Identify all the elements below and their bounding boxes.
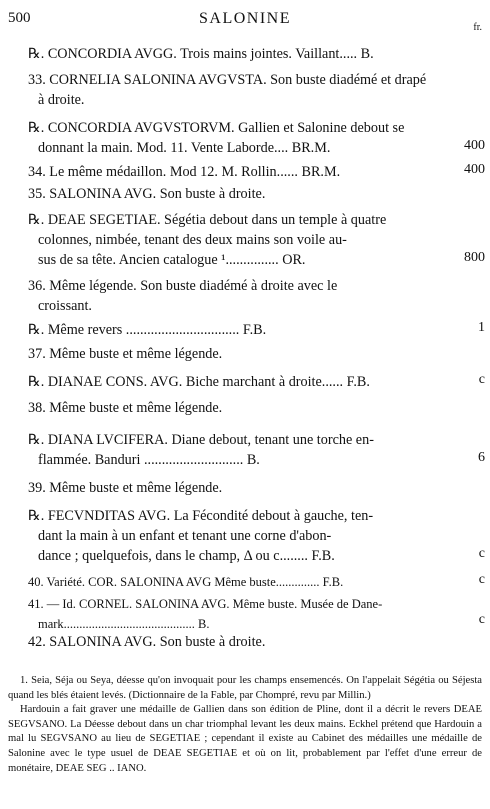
page-title: SALONINE bbox=[199, 10, 291, 27]
price: 800 bbox=[464, 250, 485, 265]
entry: 33. CORNELIA SALONINA AVGVSTA. Son buste diadémé et drapé à droite. bbox=[28, 72, 427, 108]
footnote: Hardouin a fait graver une médaille de Gallien dans son édition de Pline, dont il a décrit le revers DEAE SEGVSANO. La Déesse debout dans un char triomphal levant les deux mains. Eckhel prétend que Hardouin a mal lu SEGVSANO au lieu de SEGETIAE ; cependant il existe au Cabinet des médailles une médaille de Salonine avec le type usuel de DEAE SEGETIAE et où on lit, probablement par l'effet d'une erreur de monétaire, DEAE SEG .. IANO. bbox=[8, 704, 482, 774]
page-number: 500 bbox=[8, 10, 31, 26]
entry: ℞. CONCORDIA AVGG. Trois mains jointes. Vaillant..... B. bbox=[28, 46, 374, 62]
entry: 36. Même légende. Son buste diadémé à droite avec le croissant. bbox=[28, 278, 338, 314]
entry: ℞. DIANA LVCIFERA. Diane debout, tenant une torche en- flammée. Banduri ............................ B. bbox=[28, 432, 374, 468]
price: 400 bbox=[464, 162, 485, 177]
price: 1 bbox=[478, 320, 485, 335]
entry: ℞. CONCORDIA AVGVSTORVM. Gallien et Salonine debout se donnant la main. Mod. 11. Vente Laborde.... BR.M. bbox=[28, 120, 405, 156]
footnote: 1. Seia, Séja ou Seya, déesse qu'on invoquait pour les champs ensemencés. On l'appelait Ségétia ou Séjesta quand les blés étaient levés. (Dictionnaire de la Fable, par Chompré, revu par Millin.) bbox=[8, 675, 482, 701]
price: c bbox=[478, 572, 485, 587]
price: c bbox=[478, 372, 485, 387]
price: 400 bbox=[464, 138, 485, 153]
price: c bbox=[478, 546, 485, 561]
column-unit-label: fr. bbox=[473, 22, 482, 33]
entry: 39. Même buste et même légende. bbox=[28, 480, 223, 496]
entry: 34. Le même médaillon. Mod 12. M. Rollin...... BR.M. bbox=[28, 164, 341, 180]
entry: 41. — Id. CORNEL. SALONINA AVG. Même buste. Musée de Dane- mark.......................................... B. bbox=[28, 597, 383, 631]
page-header bbox=[0, 10, 490, 32]
entry: ℞. DEAE SEGETIAE. Ségétia debout dans un temple à quatre colonnes, nimbée, tenant des deux mains son voile au- sus de sa tête. Ancien catalogue ¹............... OR. bbox=[28, 212, 387, 268]
footnotes bbox=[8, 674, 482, 776]
entry: ℞. Même revers ................................ F.B. bbox=[28, 322, 267, 338]
entry: ℞. FECVNDITAS AVG. La Fécondité debout à gauche, ten- dant la main à un enfant et tenant une corne d'abon- dance ; quelquefois, dans le champ, Δ ou c........ F.B. bbox=[28, 508, 374, 564]
entry: 42. SALONINA AVG. Son buste à droite. bbox=[28, 634, 266, 650]
price: 6 bbox=[478, 450, 485, 465]
entry: 38. Même buste et même légende. bbox=[28, 400, 223, 416]
price: c bbox=[478, 612, 485, 627]
entry: 37. Même buste et même légende. bbox=[28, 346, 223, 362]
entry: 40. Variété. COR. SALONINA AVG Même buste.............. F.B. bbox=[28, 575, 344, 589]
entry: ℞. DIANAE CONS. AVG. Biche marchant à droite...... F.B. bbox=[28, 374, 370, 390]
entry: 35. SALONINA AVG. Son buste à droite. bbox=[28, 186, 266, 202]
